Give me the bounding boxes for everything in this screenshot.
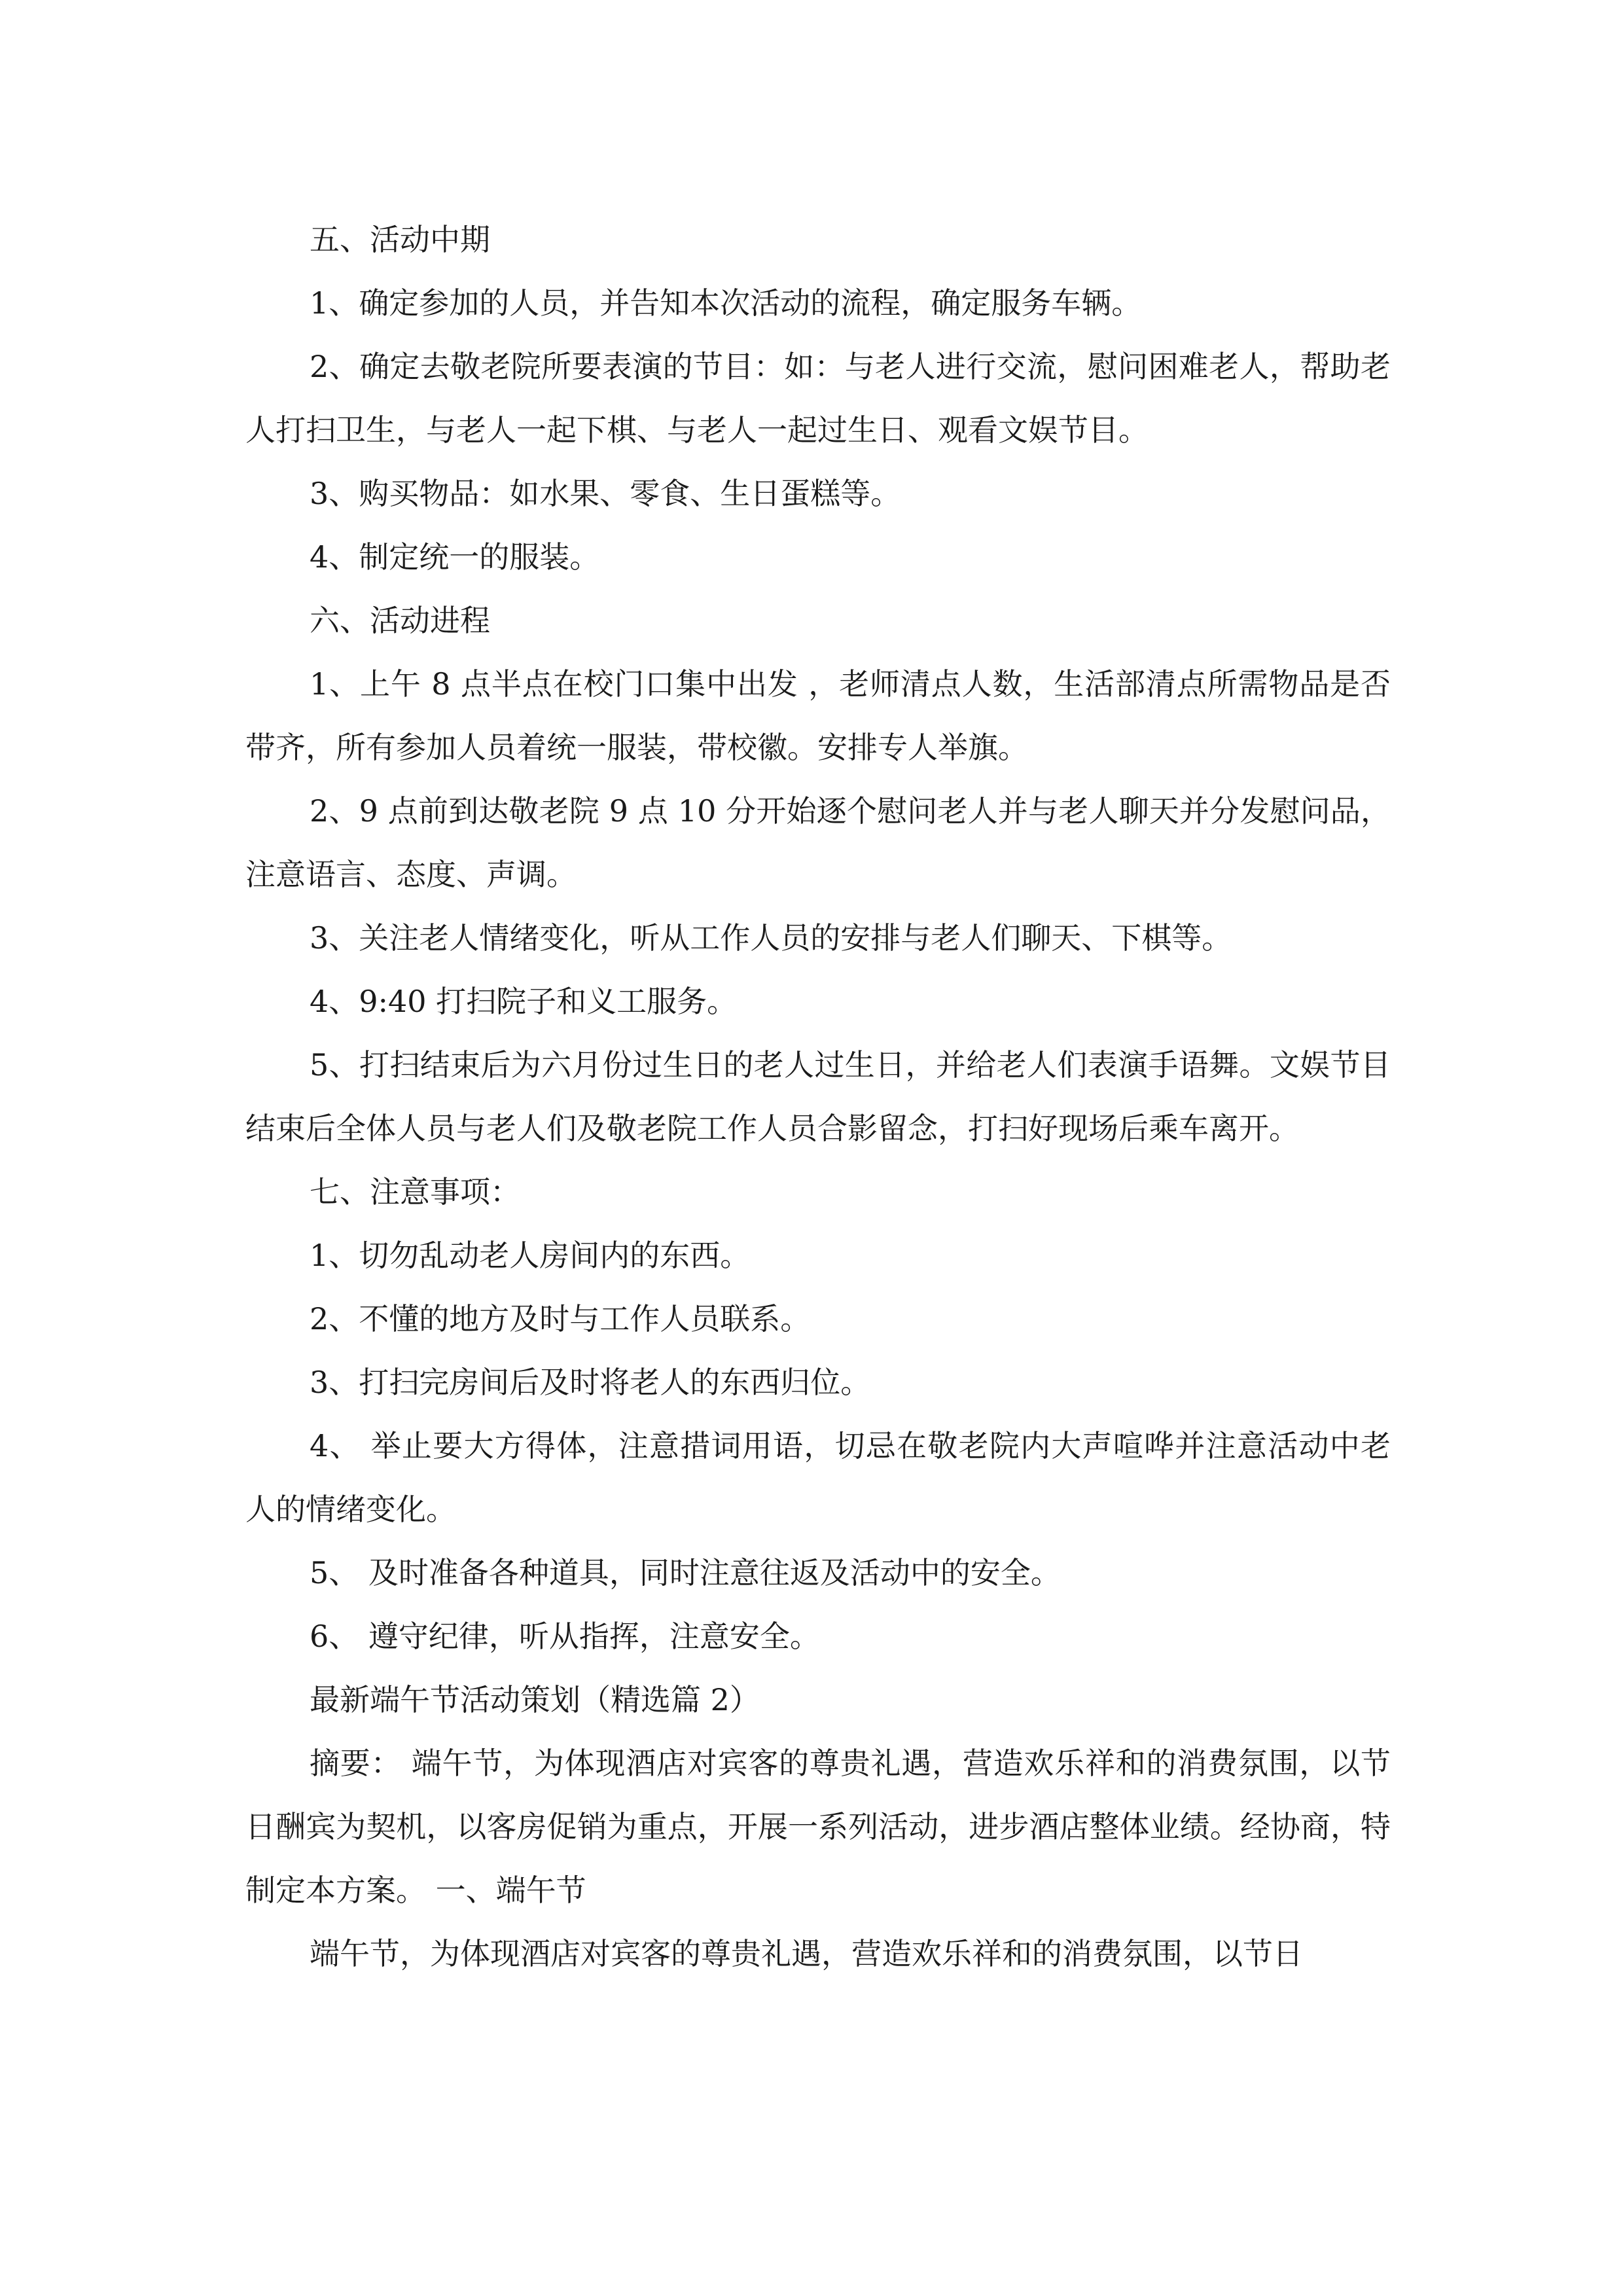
paragraph: 4、 举止要大方得体，注意措词用语，切忌在敬老院内大声喧哗并注意活动中老人的情绪变化。 bbox=[245, 1428, 1391, 1527]
section-heading-7: 七、注意事项： bbox=[310, 1174, 520, 1210]
article-title: 最新端午节活动策划（精选篇 2） bbox=[310, 1682, 760, 1717]
paragraph: 6、 遵守纪律，听从指挥，注意安全。 bbox=[310, 1619, 820, 1654]
paragraph: 1、切勿乱动老人房间内的东西。 bbox=[310, 1238, 751, 1273]
abstract-paragraph: 摘要： 端午节，为体现酒店对宾客的尊贵礼遇，营造欢乐祥和的消费氛围，以节日酬宾为契机，以客房促销为重点，开展一系列活动，进步酒店整体业绩。经协商，特制定本方案。 一、端午节 bbox=[245, 1746, 1391, 1908]
section-heading-5: 五、活动中期 bbox=[310, 222, 490, 257]
paragraph: 1、上午 8 点半点在校门口集中出发 ，老师清点人数，生活部清点所需物品是否带齐，所有参加人员着统一服装，带校徽。安排专人举旗。 bbox=[245, 666, 1391, 765]
section-heading-6: 六、活动进程 bbox=[310, 603, 490, 638]
paragraph: 4、9:40 打扫院子和义工服务。 bbox=[310, 984, 738, 1019]
paragraph: 2、9 点前到达敬老院 9 点 10 分开始逐个慰问老人并与老人聊天并分发慰问品，注意语言、态度、声调。 bbox=[245, 793, 1391, 892]
paragraph: 5、打扫结束后为六月份过生日的老人过生日，并给老人们表演手语舞。文娱节目结束后全体人员与老人们及敬老院工作人员合影留念，打扫好现场后乘车离开。 bbox=[245, 1047, 1391, 1146]
paragraph: 2、确定去敬老院所要表演的节目：如：与老人进行交流，慰问困难老人，帮助老人打扫卫生，与老人一起下棋、与老人一起过生日、观看文娱节目。 bbox=[245, 349, 1391, 448]
paragraph: 4、制定统一的服装。 bbox=[310, 539, 600, 575]
paragraph: 3、购买物品：如水果、零食、生日蛋糕等。 bbox=[310, 476, 901, 511]
paragraph: 5、 及时准备各种道具，同时注意往返及活动中的安全。 bbox=[310, 1555, 1061, 1590]
paragraph: 端午节，为体现酒店对宾客的尊贵礼遇，营造欢乐祥和的消费氛围，以节日 bbox=[310, 1936, 1303, 1971]
paragraph: 3、关注老人情绪变化，听从工作人员的安排与老人们聊天、下棋等。 bbox=[310, 920, 1232, 956]
document-body bbox=[245, 208, 1391, 1986]
paragraph: 3、打扫完房间后及时将老人的东西归位。 bbox=[310, 1365, 871, 1400]
paragraph: 1、确定参加的人员，并告知本次活动的流程，确定服务车辆。 bbox=[310, 285, 1142, 321]
paragraph: 2、不懂的地方及时与工作人员联系。 bbox=[310, 1301, 811, 1336]
